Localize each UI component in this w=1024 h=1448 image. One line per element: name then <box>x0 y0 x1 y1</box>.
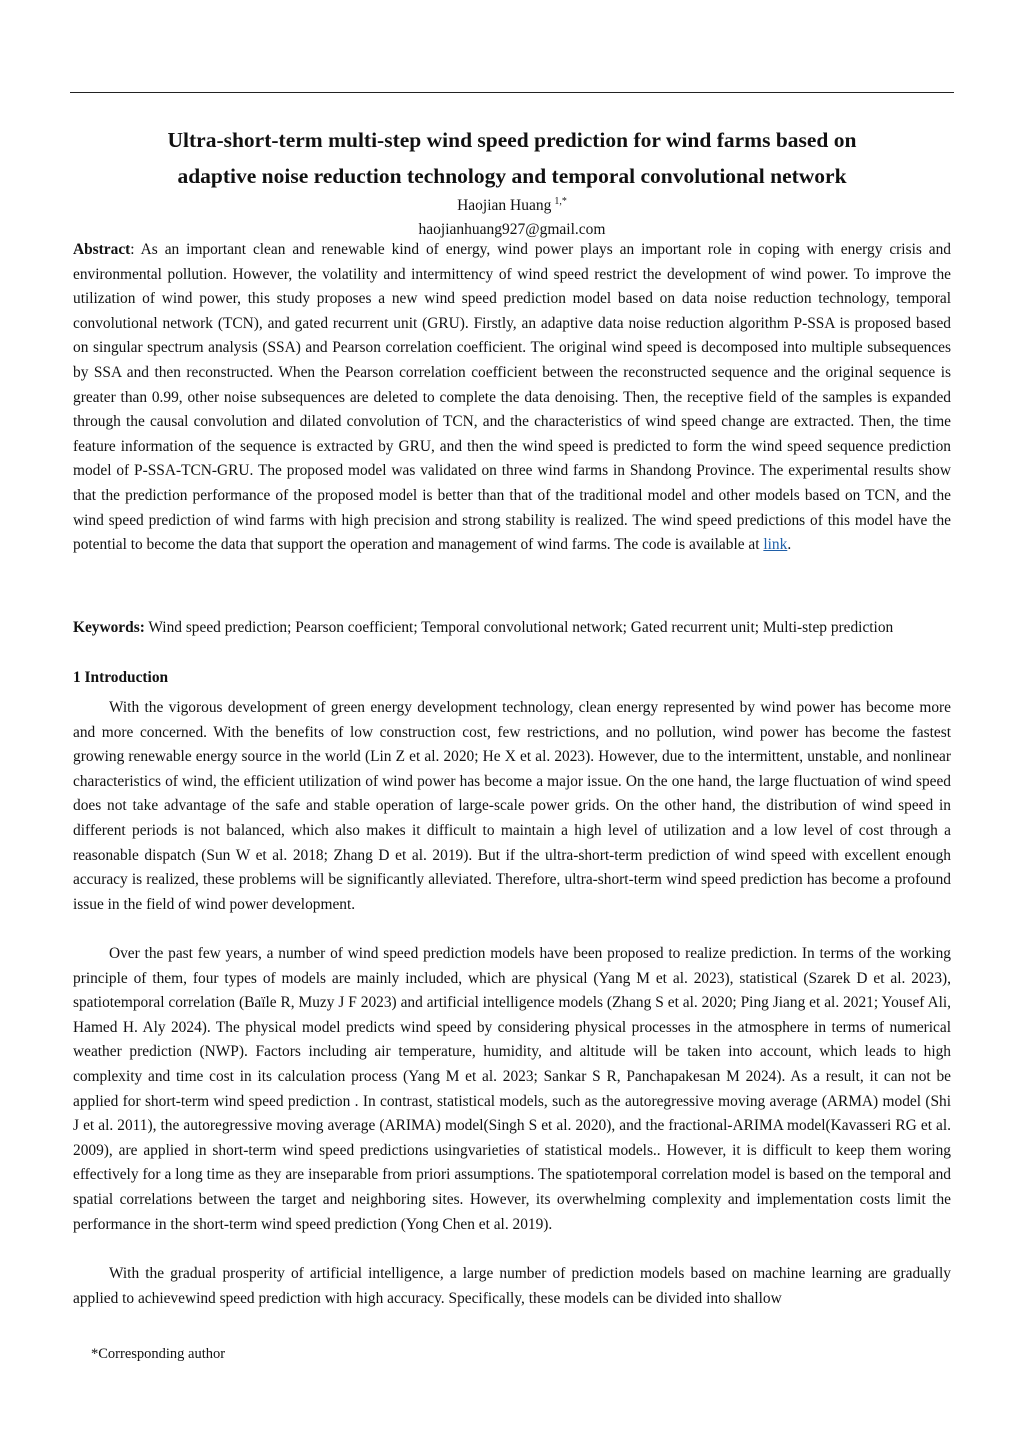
code-link[interactable]: link <box>763 536 788 554</box>
author-name: Haojian Huang <box>457 197 552 214</box>
keywords-label: Keywords: <box>73 619 145 636</box>
title-line-2: adaptive noise reduction technology and temporal convolutional network <box>177 164 847 188</box>
abstract <box>73 238 951 558</box>
section-heading-introduction: 1 Introduction <box>73 669 169 686</box>
keywords-text: Wind speed prediction; Pearson coefficient; Temporal convolutional network; Gated recurrent unit; Multi-step prediction <box>144 619 894 636</box>
intro-paragraph-1: With the vigorous development of green energy development technology, clean energy represented by wind power has become more and more concerned. With the benefits of low construction cost, few restrictions, and no pollution, wind power has become the fastest growing renewable energy source in the world (Lin Z et al. 2020; He X et al. 2023). However, due to the intermittent, unstable, and nonlinear characteristics of wind, the efficient utilization of wind power has become a major issue. On the one hand, the large fluctuation of wind speed does not take advantage of the safe and stable operation of large-scale power grids. On the other hand, the distribution of wind speed in different periods is not balanced, which also makes it difficult to maintain a high level of utilization and a low level of cost through a reasonable dispatch (Sun W et al. 2018; Zhang D et al. 2019). But if the ultra-short-term prediction of wind speed with excellent enough accuracy is realized, these problems will be significantly alleviated. Therefore, ultra-short-term wind speed prediction has become a profound issue in the field of wind power development. <box>73 699 951 913</box>
paper-title <box>70 122 954 194</box>
abstract-text: As an important clean and renewable kind of energy, wind power plays an important role in coping with energy crisis and environmental pollution. However, the volatility and intermittency of wind speed restrict the development of wind power. To improve the utilization of wind power, this study proposes a new wind speed prediction model based on data noise reduction technology, temporal convolutional network (TCN), and gated recurrent unit (GRU). Firstly, an adaptive data noise reduction algorithm P-SSA is proposed based on singular spectrum analysis (SSA) and Pearson correlation coefficient. The original wind speed is decomposed into multiple subsequences by SSA and then reconstructed. When the Pearson correlation coefficient between the reconstructed sequence and the original sequence is greater than 0.99, other noise subsequences are deleted to complete the data denoising. Then, the receptive field of the samples is expanded through the causal convolution and dilated convolution of TCN, and the characteristics of wind speed change are extracted. Then, the time feature information of the sequence is extracted by GRU, and then the wind speed is predicted to form the wind speed sequence prediction model of P-SSA-TCN-GRU. The proposed model was validated on three wind farms in Shandong Province. The experimental results show that the prediction performance of the proposed model is better than that of the traditional model and other models based on TCN, and the wind speed prediction of wind farms with high precision and strong stability is realized. The wind speed predictions of this model have the potential to become the data that support the operation and management of wind farms. The code is available at <box>73 241 951 554</box>
affiliation-mark: 1,* <box>554 196 567 207</box>
abstract-label: Abstract <box>73 241 131 258</box>
footnote-corresponding-author: *Corresponding author <box>91 1346 226 1362</box>
intro-paragraph-3: With the gradual prosperity of artificial intelligence, a large number of prediction models based on machine learning are gradually applied to achievewind speed prediction with high accuracy. Specifically, these models can be divided into shallow <box>73 1265 951 1307</box>
header-rule <box>70 92 954 93</box>
author-line <box>70 194 954 220</box>
title-line-1: Ultra-short-term multi-step wind speed prediction for wind farms based on <box>167 128 857 152</box>
abstract-separator: : <box>130 241 141 258</box>
intro-paragraph-2: Over the past few years, a number of wind speed prediction models have been proposed to realize prediction. In terms of the working principle of them, four types of models are mainly included, which are physical (Yang M et al. 2023), statistical (Szarek D et al. 2023), spatiotemporal correlation (Baïle R, Muzy J F 2023) and artificial intelligence models (Zhang S et al. 2020; Ping Jiang et al. 2021; Yousef Ali, Hamed H. Aly 2024). The physical model predicts wind speed by considering physical processes in the atmosphere in terms of numerical weather prediction (NWP). Factors including air temperature, humidity, and altitude will be taken into account, which leads to high complexity and time cost in its calculation process (Yang M et al. 2023; Sankar S R, Panchapakesan M 2024). As a result, it can not be applied for short-term wind speed prediction . In contrast, statistical models, such as the autoregressive moving average (ARMA) model (Shi J et al. 2011), the autoregressive moving average (ARIMA) model(Singh S et al. 2020), and the fractional-ARIMA model(Kavasseri RG et al. 2009), are applied in short-term wind speed predictions usingvarieties of statistical models.. However, it is difficult to keep them woring effectively for a long time as they are inseparable from priori assumptions. The spatiotemporal correlation model is based on the temporal and spatial correlations between the target and neighboring sites. However, its overwhelming complexity and implementation costs limit the performance in the short-term wind speed prediction (Yong Chen et al. 2019). <box>73 945 951 1233</box>
keywords <box>73 616 951 641</box>
abstract-end: . <box>787 536 792 554</box>
author-email: haojianhuang927@gmail.com <box>418 221 606 238</box>
